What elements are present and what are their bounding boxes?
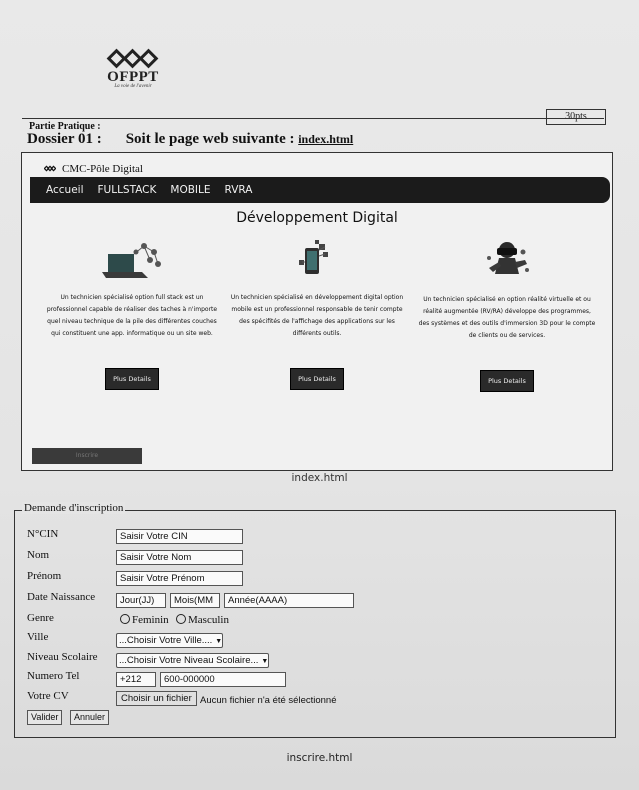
header-rule (22, 118, 604, 119)
card-fullstack (42, 238, 222, 390)
card-fullstack-button[interactable]: Plus Details (105, 368, 159, 390)
annee-input[interactable]: Année(AAAA) (224, 593, 354, 608)
nom-label: Nom (27, 549, 49, 561)
radio-feminin[interactable] (120, 614, 169, 626)
chevron-down-icon: ▼ (261, 658, 269, 665)
tel-label: Numero Tel (27, 670, 80, 682)
card-rvra-text: Un technicien spécialisé en option réalité virtuelle et ou réalité augmentée (RV/RA) développe des programmes, des systèmes et des outils d'immersion 3D pour le compte de clients ou de services. (418, 296, 596, 339)
radio-masculin-label: Masculin (188, 614, 229, 626)
file-status: Aucun fichier n'a été sélectionné (200, 695, 337, 706)
vr-headset-icon (475, 238, 539, 282)
card-mobile-button[interactable]: Plus Details (290, 368, 344, 390)
inscrire-caption: inscrire.html (286, 752, 353, 764)
nom-input[interactable]: Saisir Votre Nom (116, 550, 243, 565)
radio-masculin-circle[interactable] (176, 614, 186, 624)
nav-mobile[interactable]: MOBILE (170, 184, 211, 196)
ville-select-value: ...Choisir Votre Ville.... (119, 635, 213, 646)
chevron-down-icon: ▼ (215, 638, 223, 645)
cin-input[interactable]: Saisir Votre CIN (116, 529, 243, 544)
inscrire-button[interactable]: Inscrire (32, 448, 142, 464)
dossier-number: Dossier 01 : (27, 131, 102, 147)
form-legend: Demande d'inscription (24, 502, 124, 514)
ofppt-logo-icon (105, 48, 161, 70)
valider-button[interactable]: Valider (27, 710, 62, 725)
logo-name: OFPPT (107, 69, 159, 85)
prenom-input[interactable]: Saisir Votre Prénom (116, 571, 243, 586)
mobile-app-icon (285, 238, 349, 280)
nav-accueil[interactable]: Accueil (46, 184, 84, 196)
niveau-select[interactable] (116, 653, 269, 668)
card-rvra (417, 238, 597, 392)
brand (44, 163, 143, 175)
ville-label: Ville (27, 631, 49, 643)
points-box: 30pts (546, 109, 606, 125)
jour-input[interactable]: Jour(JJ) (116, 593, 166, 608)
card-mobile-text: Un technicien spécialisé en développement digital option mobile est un professionnel responsable de tenir compte des spécifités de l'affichage des applications sur les différents outils. (230, 294, 404, 337)
card-rvra-button[interactable]: Plus Details (480, 370, 534, 392)
genre-label: Genre (27, 612, 54, 624)
niveau-label: Niveau Scolaire (27, 651, 98, 663)
index-page-mockup (21, 152, 613, 471)
partie-label: Partie Pratique : (29, 121, 101, 132)
radio-masculin[interactable] (176, 614, 229, 626)
navbar (30, 177, 610, 203)
niveau-select-value: ...Choisir Votre Niveau Scolaire... (119, 655, 259, 666)
tel-number-input[interactable]: 600-000000 (160, 672, 286, 687)
index-caption: index.html (291, 472, 348, 484)
brand-name: CMC-Pôle Digital (62, 163, 143, 175)
cin-label: N°CIN (27, 528, 59, 540)
nav-fullstack[interactable]: FULLSTACK (97, 184, 157, 196)
radio-feminin-label: Feminin (132, 614, 169, 626)
ville-select[interactable] (116, 633, 223, 648)
annuler-button[interactable]: Annuler (70, 710, 109, 725)
dossier-title (27, 131, 353, 148)
brand-logo-icon (44, 165, 56, 173)
cv-label: Votre CV (27, 690, 69, 702)
laptop-network-icon (100, 238, 164, 280)
card-mobile (227, 238, 407, 390)
page-heading: Développement Digital (236, 210, 398, 226)
choose-file-button[interactable]: Choisir un fichier (116, 691, 197, 706)
instruction-text: Soit le page web suivante : (125, 131, 295, 147)
radio-feminin-circle[interactable] (120, 614, 130, 624)
date-label: Date Naissance (27, 591, 96, 603)
nav-rvra[interactable]: RVRA (224, 184, 253, 196)
tel-prefix-input[interactable]: +212 (116, 672, 156, 687)
card-fullstack-text: Un technicien spécialisé option full stack est un professionnel capable de réaliser des taches à n'importe quel niveau technique de la pile des différentes couches qui constituent une app. informatique ou un site web. (46, 294, 218, 337)
mois-input[interactable]: Mois(MM (170, 593, 220, 608)
instruction-file: index.html (298, 132, 354, 146)
ofppt-logo (94, 48, 172, 89)
prenom-label: Prénom (27, 570, 62, 582)
logo-slogan: La voie de l'avenir (114, 84, 152, 89)
